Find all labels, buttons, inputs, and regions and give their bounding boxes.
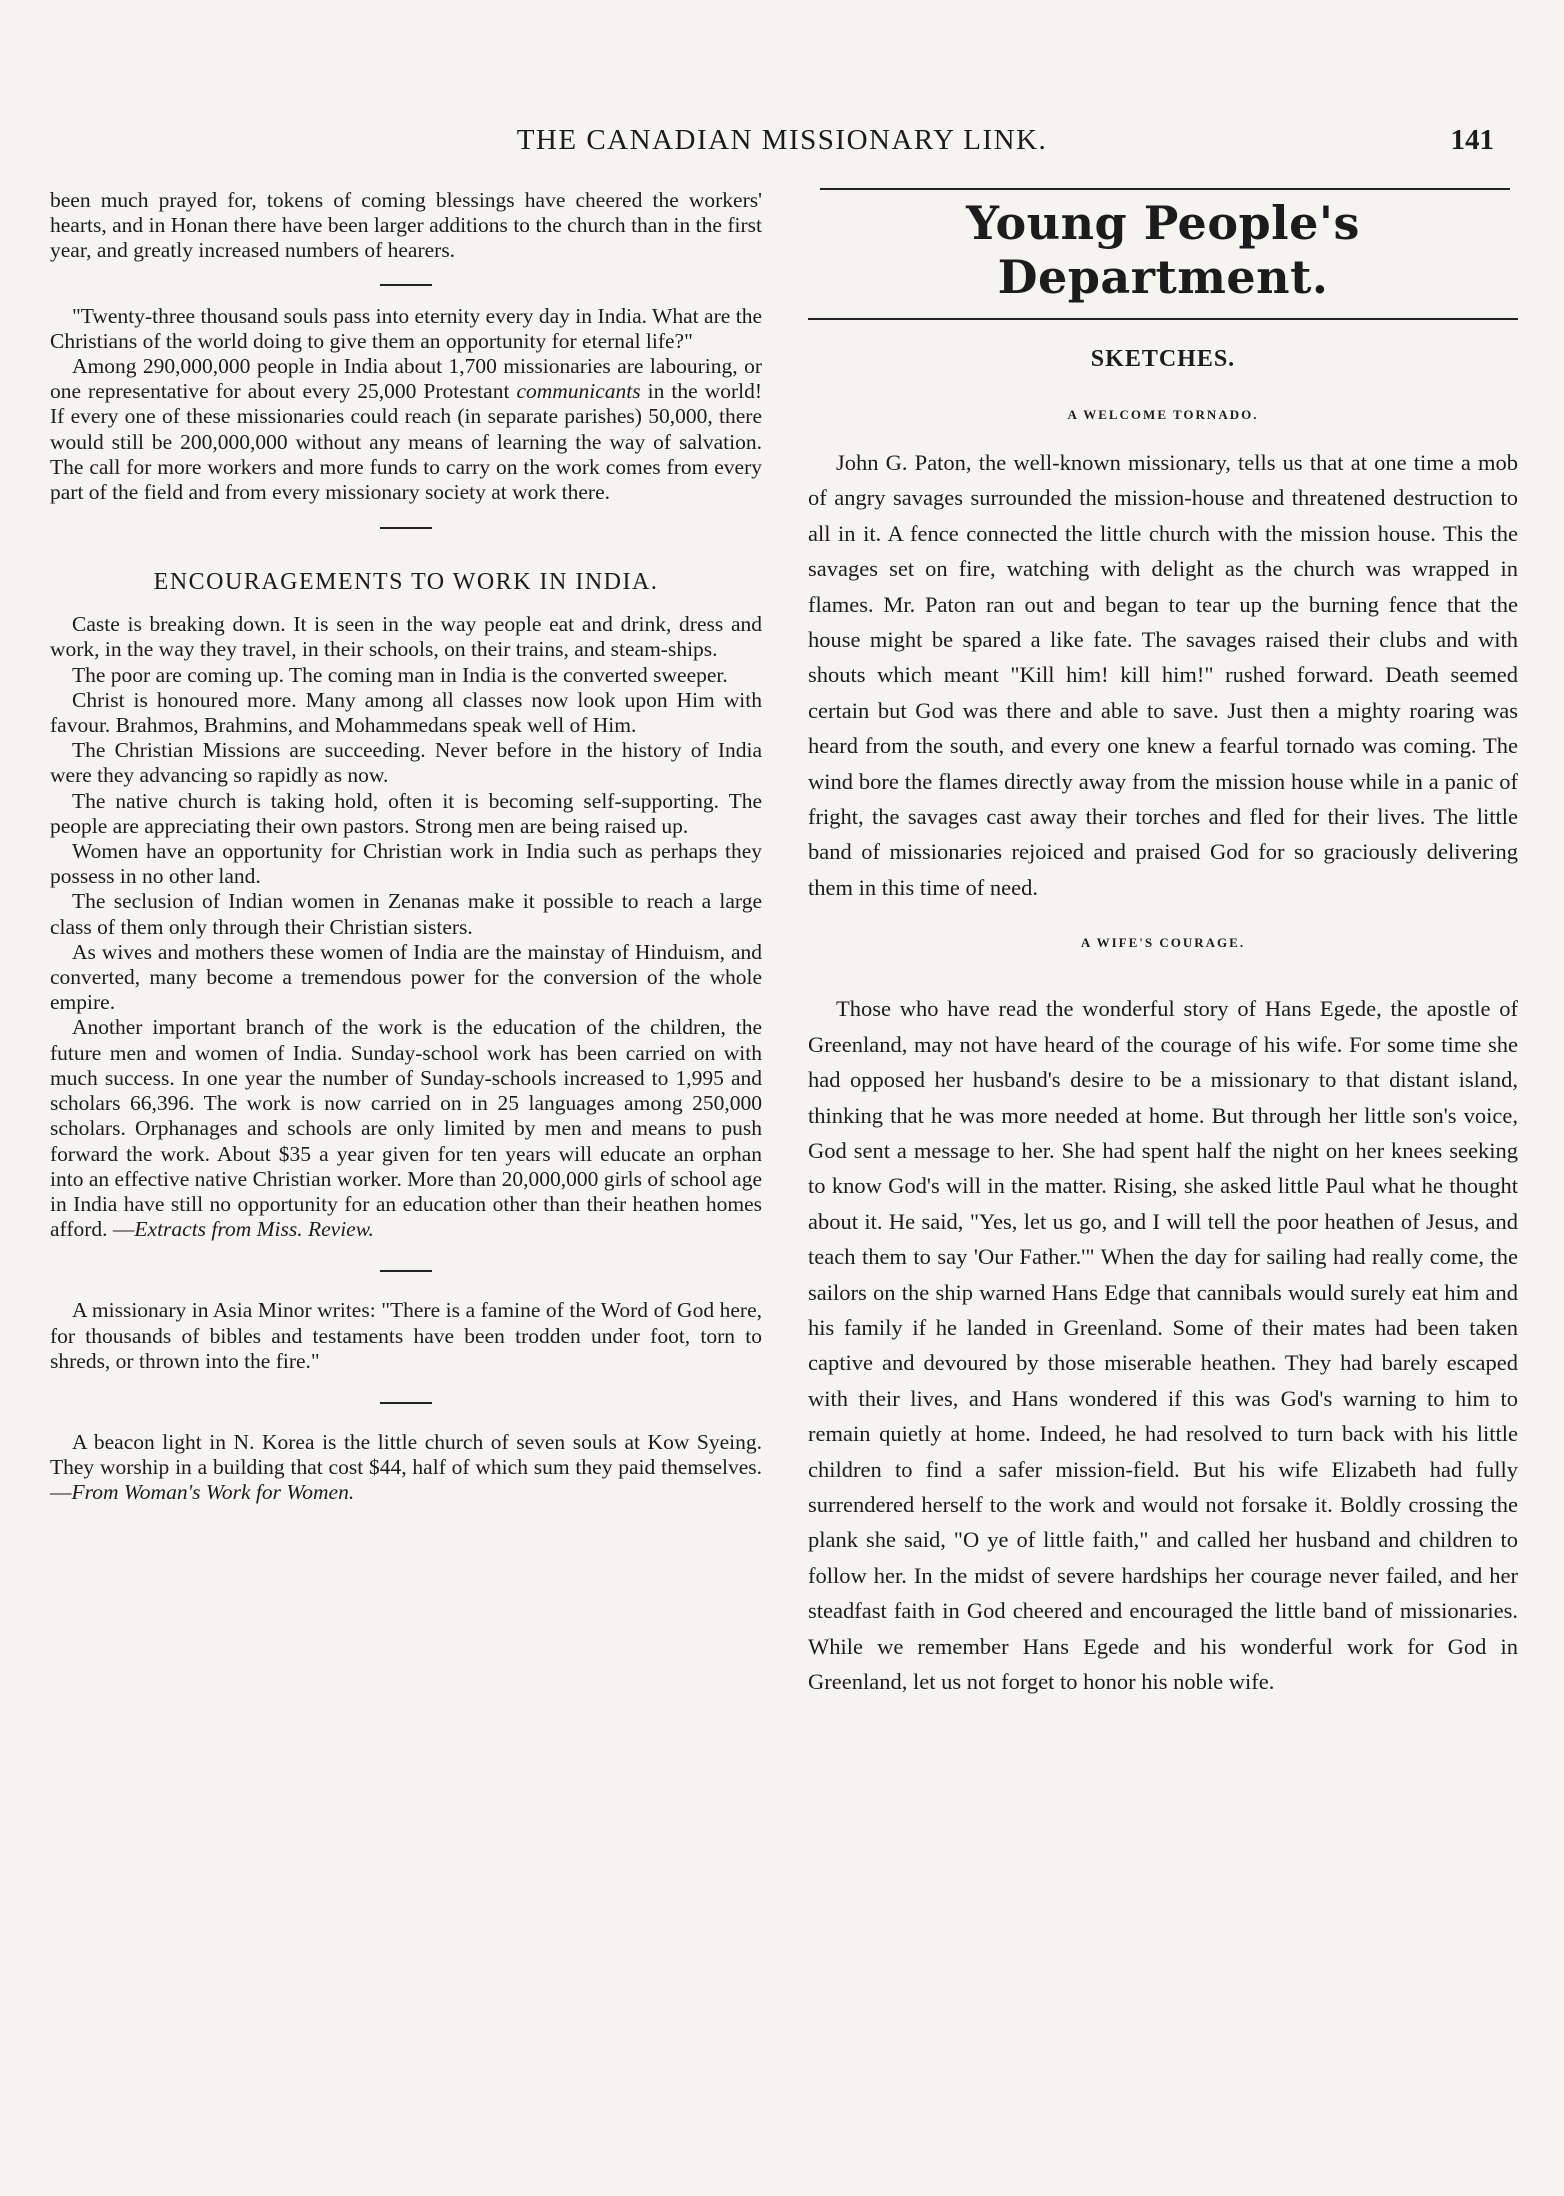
- encouragement-paragraph: As wives and mothers these women of India are the mainstay of Hinduism, and converted, many become a tremendous power for the conversion of the whole empire.: [50, 939, 762, 1015]
- intro-paragraph: been much prayed for, tokens of coming blessings have cheered the workers' hearts, and in Honan there have been larger additions to the church than in the first year, and greatly increased numbers of hearers.: [50, 188, 762, 263]
- left-column: [50, 188, 762, 1506]
- encouragement-paragraph: The seclusion of Indian women in Zenanas make it possible to reach a large class of them only through their Christian sisters.: [50, 889, 762, 939]
- tornado-subheading: A WELCOME TORNADO.: [1067, 407, 1259, 422]
- page-header: [44, 124, 1520, 164]
- sketches-heading: SKETCHES.: [1090, 346, 1236, 372]
- encouragements-heading: ENCOURAGEMENTS TO WORK IN INDIA.: [153, 569, 659, 596]
- korea-citation: From Woman's Work for Women.: [71, 1480, 355, 1505]
- encouragement-paragraph: Caste is breaking down. It is seen in the way people eat and drink, dress and work, in the way they travel, in their schools, on their trains, and steam-ships.: [50, 612, 762, 662]
- encouragement-paragraph: The Christian Missions are succeeding. Never before in the history of India were they advancing so rapidly as now.: [50, 738, 762, 788]
- publication-title: THE CANADIAN MISSIONARY LINK.: [516, 124, 1048, 156]
- quote-paragraph: "Twenty-three thousand souls pass into eternity every day in India. What are the Christians of the world doing to give them an opportunity for eternal life?": [50, 303, 762, 353]
- missionaries-italic: communicants: [516, 379, 641, 404]
- korea-text: A beacon light in N. Korea is the little church of seven souls at Kow Syeing. They worship in a building that cost $44, half of which sum they paid themselves.—: [50, 1429, 762, 1505]
- encouragement-paragraph: Christ is honoured more. Many among all classes now look upon Him with favour. Brahmos, Brahmins, and Mohammedans speak well of Him.: [50, 687, 762, 738]
- encouragement-paragraph: Women have an opportunity for Christian work in India such as perhaps they possess in no other land.: [50, 839, 762, 889]
- education-citation: Extracts from Miss. Review.: [134, 1217, 374, 1242]
- missionaries-text-2: in the world! If every one of these missionaries could reach (in separate parishes) 50,000, there would still be 200,000,000 without any means of learning the way of salvation. The call for more workers and more funds to carry on the work comes from every part of the field and from every missionary society at work there.: [50, 379, 763, 505]
- tornado-story: John G. Paton, the well-known missionary, tells us that at one time a mob of angry savages surrounded the mission-house and threatened destruction to all in it. A fence connected the little church with the mission house. This the savages set on fire, watching with delight as the church was wrapped in flames. Mr. Paton ran out and began to tear up the burning fence that the house might be spared a like fate. The savages raised their clubs and with shouts which meant "Kill him! kill him!" rushed forward. Death seemed certain but God was there and able to save. Just then a mighty roaring was heard from the south, and every one knew a fearful tornado was coming. The wind bore the flames directly away from the mission house while in a panic of fright, the savages cast away their torches and fled for their lives. The little band of missionaries rejoiced and praised God for so graciously delivering them in this time of need.: [808, 450, 1518, 900]
- encouragement-paragraph: The poor are coming up. The coming man in India is the converted sweeper.: [72, 662, 728, 687]
- page-number: 141: [1450, 124, 1494, 156]
- department-title: Young People's Department.: [966, 196, 1360, 304]
- education-paragraph: [50, 1015, 762, 1242]
- missionaries-paragraph: [50, 354, 762, 505]
- education-text: Another important branch of the work is the education of the children, the future men and women of India. Sunday-school work has been carried on with much success. In one year the number of Sunday-schools increased to 1,995 and scholars 66,396. The work is now carried on in 25 languages among 250,000 scholars. Orphanages and schools are only limited by men and means to push forward the work. About $35 a year given for ten years will educate an orphan into an effective native Christian worker. More than 20,000,000 girls of school age in India have still no opportunity for an education other than their heathen homes afford. —: [50, 1015, 762, 1242]
- right-column: [808, 188, 1518, 1699]
- encouragement-paragraph: The native church is taking hold, often it is becoming self-supporting. The people are appreciating their own pastors. Strong men are being raised up.: [50, 788, 762, 838]
- korea-paragraph: [50, 1430, 762, 1506]
- courage-story: Those who have read the wonderful story of Hans Egede, the apostle of Greenland, may not have heard of the courage of his wife. For some time she had opposed her husband's desire to be a missionary to that distant island, thinking that he was more needed at home. But through her little son's voice, God sent a message to her. She had spent half the night on her knees seeking to know God's will in the matter. Rising, she asked little Paul what he thought about it. He said, "Yes, let us go, and I will tell the poor heathen of Jesus, and teach them to say 'Our Father.'" When the day for sailing had really come, the sailors on the ship warned Hans Edge that cannibals would surely eat him and his family if he landed in Greenland. Some of their mates had been taken captive and devoured by those miserable heathen. They had barely escaped with their lives, and Hans wondered if this was God's warning to him to remain quietly at home. Indeed, he had resolved to turn back with his little children to find a safer mission-field. But his wife Elizabeth had fully surrendered herself to the work and would not forsake it. Boldly crossing the plank she said, "O ye of little faith," and called her husband and children to follow her. In the midst of severe hardships her courage never failed, and her steadfast faith in God cheered and encouraged the little band of missionaries. While we remember Hans Egede and his wonderful work for God in Greenland, let us not forget to honor his noble wife.: [808, 996, 1518, 1694]
- courage-subheading: A WIFE'S COURAGE.: [1080, 935, 1246, 951]
- asia-minor-paragraph: A missionary in Asia Minor writes: "There is a famine of the Word of God here, for thousands of bibles and testaments have been trodden under foot, torn to shreds, or thrown into the fire.": [50, 1298, 762, 1373]
- missionaries-text-1: Among 290,000,000 people in India about 1,700 missionaries are labouring, or one representative for about every 25,000 Protestant: [50, 354, 762, 404]
